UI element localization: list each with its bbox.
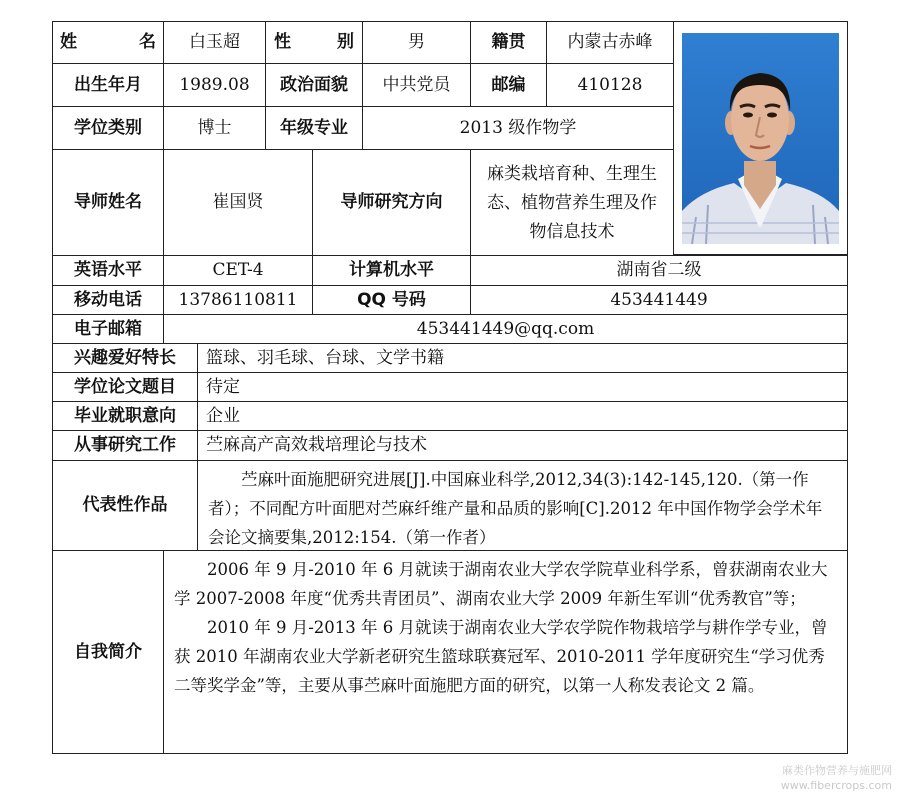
works-text: 苎麻叶面施肥研究进展[J].中国麻业科学,2012,34(3):142-145,120.（第一作者）；不同配方叶面肥对苎麻纤维产量和品质的影响[C].2012 年中国作物学会学术年会论文摘要集,2012:154.（第一作者） [208, 470, 823, 547]
hobby-value: 篮球、羽毛球、台球、文学书籍 [197, 343, 848, 373]
english-label: 英语水平 [52, 255, 164, 286]
degree-label: 学位类别 [52, 106, 164, 150]
gender-value: 男 [362, 21, 471, 64]
grade-value: 2013 级作物学 [362, 106, 674, 150]
politics-label: 政治面貌 [265, 63, 363, 107]
thesis-label: 学位论文题目 [52, 372, 198, 402]
english-value: CET-4 [163, 255, 313, 286]
career-value: 企业 [197, 401, 848, 431]
watermark-url: www.fibercrops.com [780, 779, 892, 792]
email-label: 电子邮箱 [52, 314, 164, 344]
work-label: 从事研究工作 [52, 430, 198, 461]
research-dir-value: 麻类栽培育种、生理生态、植物营养生理及作物信息技术 [470, 149, 674, 256]
degree-value: 博士 [163, 106, 266, 150]
phone-value: 13786110811 [163, 285, 313, 315]
advisor-label: 导师姓名 [52, 149, 164, 256]
computer-value: 湖南省二级 [470, 255, 848, 286]
photo-cell [673, 21, 848, 255]
name-label: 姓 名 [52, 21, 164, 64]
works-label: 代表性作品 [52, 460, 198, 551]
hobby-label: 兴趣爱好特长 [52, 343, 198, 373]
origin-value: 内蒙古赤峰 [546, 21, 674, 64]
intro-paragraph-2: 2010 年 9 月-2013 年 6 月就读于湖南农业大学农学院作物栽培学与耕作学专业，曾获 2010 年湖南农业大学新老研究生篮球联赛冠军、2010-2011 学年度研究生“学习优秀二等奖学金”等，主要从事苎麻叶面施肥方面的研究，以第一人称发表论文 2 篇。 [174, 618, 828, 695]
qq-value: 453441449 [470, 285, 848, 315]
birth-value: 1989.08 [163, 63, 266, 107]
qq-label: QQ 号码 [312, 285, 471, 315]
name-value: 白玉超 [163, 21, 266, 64]
politics-value: 中共党员 [362, 63, 471, 107]
phone-label: 移动电话 [52, 285, 164, 315]
postcode-value: 410128 [546, 63, 674, 107]
work-value: 苎麻高产高效栽培理论与技术 [197, 430, 848, 461]
thesis-value: 待定 [197, 372, 848, 402]
career-label: 毕业就职意向 [52, 401, 198, 431]
works-value [197, 460, 848, 551]
intro-value [163, 550, 848, 754]
origin-label: 籍贯 [470, 21, 547, 64]
computer-label: 计算机水平 [312, 255, 471, 286]
watermark [781, 763, 892, 793]
watermark-title: 麻类作物营养与施肥网 [782, 764, 892, 777]
advisor-value: 崔国贤 [163, 149, 313, 256]
postcode-label: 邮编 [470, 63, 547, 107]
intro-paragraph-1: 2006 年 9 月-2010 年 6 月就读于湖南农业大学农学院草业科学系，曾获湖南农业大学 2007-2008 年度“优秀共青团员”、湖南农业大学 2009 年新生军训“优秀教官”等； [174, 560, 828, 608]
resume-table [52, 21, 848, 754]
grade-label: 年级专业 [265, 106, 363, 150]
birth-label: 出生年月 [52, 63, 164, 107]
portrait-photo [682, 33, 839, 244]
gender-label: 性 别 [265, 21, 363, 64]
research-dir-label: 导师研究方向 [312, 149, 471, 256]
email-value: 453441449@qq.com [163, 314, 848, 344]
intro-label: 自我简介 [52, 550, 164, 754]
